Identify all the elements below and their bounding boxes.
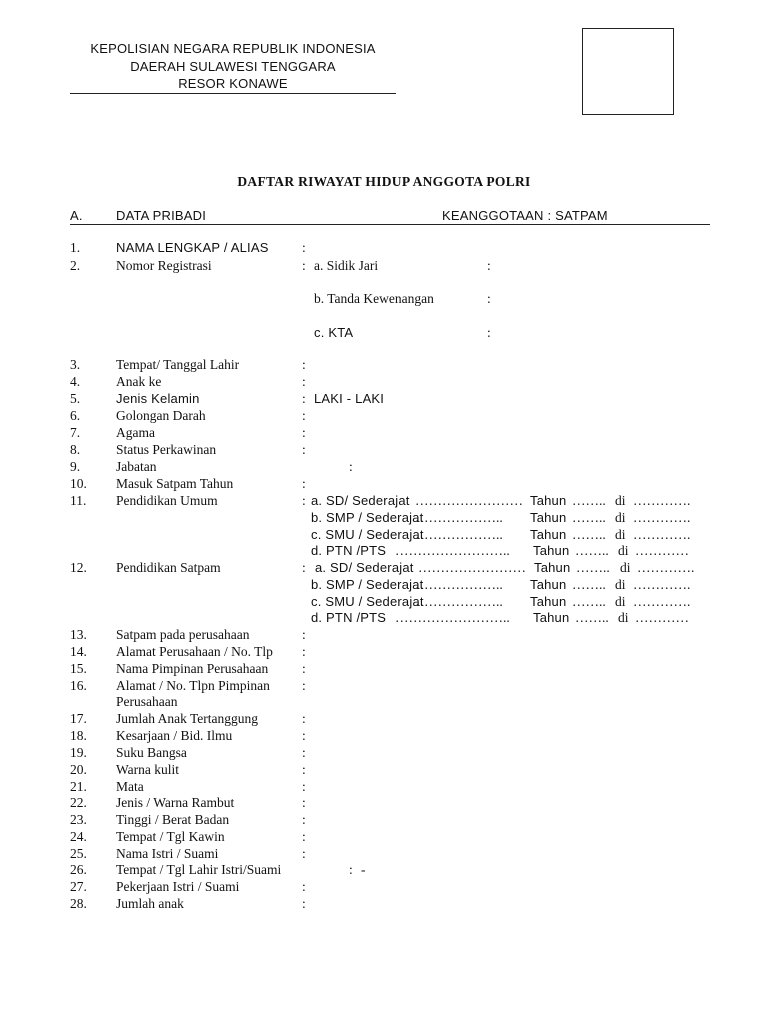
row-23-label: Tinggi / Berat Badan xyxy=(116,812,230,827)
edu-umum-c-dots1: ……………….. xyxy=(415,527,503,542)
edu-umum-a-tahun: Tahun xyxy=(530,493,567,508)
row-26-value: - xyxy=(361,862,366,877)
row-8-label: Status Perkawinan xyxy=(116,442,217,457)
edu-satpam-a-tahun: Tahun xyxy=(534,560,571,575)
edu-satpam-c-dots3: …………. xyxy=(633,594,691,609)
edu-umum-a-di: di xyxy=(615,493,626,508)
row-22-label: Jenis / Warna Rambut xyxy=(116,795,235,810)
edu-umum-c-tahun: Tahun xyxy=(530,527,567,542)
row-9-colon: : xyxy=(349,459,353,474)
row-17-colon: : xyxy=(302,711,306,726)
edu-umum-d-tahun: Tahun xyxy=(533,543,570,558)
edu-satpam-b-dots1: ……………….. xyxy=(415,577,503,592)
row-7-number: 7. xyxy=(70,425,81,440)
row-28-colon: : xyxy=(302,896,306,911)
edu-satpam-a-level: a. SD/ Sederajat xyxy=(315,560,414,575)
row-4-colon: : xyxy=(302,374,306,389)
edu-umum-d-di: di xyxy=(618,543,629,558)
section-label: DATA PRIBADI xyxy=(116,208,207,223)
row-6-number: 6. xyxy=(70,408,81,423)
edu-satpam-b-dots3: …………. xyxy=(633,577,691,592)
membership-label: KEANGGOTAAN : SATPAM xyxy=(442,208,608,223)
edu-umum-c-dots2: …….. xyxy=(572,527,606,542)
header-line-2: DAERAH SULAWESI TENGGARA xyxy=(130,58,336,74)
photo-box xyxy=(582,28,674,115)
header-institution xyxy=(70,40,396,93)
edu-satpam-c-level: c. SMU / Sederajat xyxy=(311,594,424,609)
edu-satpam-c-di: di xyxy=(615,594,626,609)
registrasi-b-colon: : xyxy=(487,291,491,306)
row-12-label: Pendidikan Satpam xyxy=(116,560,221,575)
row-3-colon: : xyxy=(302,357,306,372)
row-20-number: 20. xyxy=(70,762,87,777)
row-1-colon: : xyxy=(302,240,306,255)
row-17-label: Jumlah Anak Tertanggung xyxy=(116,711,259,726)
row-26-colon: : xyxy=(349,862,353,877)
row-23-number: 23. xyxy=(70,812,87,827)
registrasi-a-colon: : xyxy=(487,258,491,273)
row-19-colon: : xyxy=(302,745,306,760)
edu-umum-d-dots2: …….. xyxy=(575,543,609,558)
row-13-label: Satpam pada perusahaan xyxy=(116,627,250,642)
row-10-label: Masuk Satpam Tahun xyxy=(116,476,234,491)
edu-satpam-c-dots2: …….. xyxy=(572,594,606,609)
row-16-colon: : xyxy=(302,678,306,693)
row-4-number: 4. xyxy=(70,374,81,389)
edu-umum-b-tahun: Tahun xyxy=(530,510,567,525)
row-24-colon: : xyxy=(302,829,306,844)
row-24-label: Tempat / Tgl Kawin xyxy=(116,829,225,844)
registrasi-c-label: c. KTA xyxy=(314,325,354,340)
row-11-number: 11. xyxy=(70,493,87,508)
section-letter: A. xyxy=(70,208,83,223)
row-18-label: Kesarjaan / Bid. Ilmu xyxy=(116,728,233,743)
edu-satpam-d-dots2: …….. xyxy=(575,610,609,625)
row-5-number: 5. xyxy=(70,391,81,406)
row-19-label: Suku Bangsa xyxy=(116,745,187,760)
row-20-colon: : xyxy=(302,762,306,777)
row-12-number: 12. xyxy=(70,560,87,575)
row-2-label: Nomor Registrasi xyxy=(116,258,212,273)
row-11-label: Pendidikan Umum xyxy=(116,493,218,508)
edu-umum-b-di: di xyxy=(615,510,626,525)
row-7-colon: : xyxy=(302,425,306,440)
edu-umum-c-dots3: …………. xyxy=(633,527,691,542)
row-5-colon: : xyxy=(302,391,306,406)
row-15-label: Nama Pimpinan Perusahaan xyxy=(116,661,269,676)
row-15-number: 15. xyxy=(70,661,87,676)
row-10-number: 10. xyxy=(70,476,87,491)
edu-umum-a-dots3: …………. xyxy=(633,493,691,508)
row-3-number: 3. xyxy=(70,357,81,372)
edu-satpam-b-dots2: …….. xyxy=(572,577,606,592)
edu-umum-d-dots1: …………………….. xyxy=(395,543,510,558)
header-line-3: RESOR KONAWE xyxy=(178,76,288,91)
edu-satpam-b-di: di xyxy=(615,577,626,592)
edu-satpam-b-tahun: Tahun xyxy=(530,577,567,592)
edu-umum-a-dots2: …….. xyxy=(572,493,606,508)
edu-umum-d-level: d. PTN /PTS xyxy=(311,543,387,558)
section-underline xyxy=(70,224,710,225)
row-2-number: 2. xyxy=(70,258,81,273)
registrasi-b-label: b. Tanda Kewenangan xyxy=(314,291,434,306)
edu-satpam-a-dots1: …………………… xyxy=(418,560,526,575)
row-6-colon: : xyxy=(302,408,306,423)
document-title: DAFTAR RIWAYAT HIDUP ANGGOTA POLRI xyxy=(237,174,531,189)
edu-satpam-d-di: di xyxy=(618,610,629,625)
row-12-colon: : xyxy=(302,560,306,575)
row-21-label: Mata xyxy=(116,779,144,794)
edu-satpam-b-level: b. SMP / Sederajat xyxy=(311,577,424,592)
row-23-colon: : xyxy=(302,812,306,827)
row-27-number: 27. xyxy=(70,879,87,894)
edu-satpam-d-dots3: ………… xyxy=(635,610,689,625)
row-19-number: 19. xyxy=(70,745,87,760)
row-27-label: Pekerjaan Istri / Suami xyxy=(116,879,240,894)
registrasi-a-label: a. Sidik Jari xyxy=(314,258,379,273)
row-25-number: 25. xyxy=(70,846,87,861)
row-21-colon: : xyxy=(302,779,306,794)
row-5-label: Jenis Kelamin xyxy=(116,391,200,406)
edu-umum-b-dots3: …………. xyxy=(633,510,691,525)
row-13-number: 13. xyxy=(70,627,87,642)
edu-umum-c-di: di xyxy=(615,527,626,542)
edu-satpam-a-di: di xyxy=(620,560,631,575)
edu-satpam-d-level: d. PTN /PTS xyxy=(311,610,387,625)
row-18-number: 18. xyxy=(70,728,87,743)
row-20-label: Warna kulit xyxy=(116,762,180,777)
row-1-label: NAMA LENGKAP / ALIAS xyxy=(116,240,269,255)
edu-satpam-d-dots1: …………………….. xyxy=(395,610,510,625)
row-15-colon: : xyxy=(302,661,306,676)
row-9-number: 9. xyxy=(70,459,81,474)
row-5-value: LAKI - LAKI xyxy=(314,391,385,406)
edu-satpam-a-dots2: …….. xyxy=(576,560,610,575)
row-27-colon: : xyxy=(302,879,306,894)
row-4-label: Anak ke xyxy=(116,374,162,389)
edu-umum-b-dots2: …….. xyxy=(572,510,606,525)
row-25-colon: : xyxy=(302,846,306,861)
row-22-number: 22. xyxy=(70,795,87,810)
row-14-label: Alamat Perusahaan / No. Tlp xyxy=(116,644,273,659)
row-22-colon: : xyxy=(302,795,306,810)
edu-satpam-d-tahun: Tahun xyxy=(533,610,570,625)
header-line-1: KEPOLISIAN NEGARA REPUBLIK INDONESIA xyxy=(90,41,376,56)
row-6-label: Golongan Darah xyxy=(116,408,206,423)
row-24-number: 24. xyxy=(70,829,87,844)
header-underline xyxy=(70,93,396,94)
row-8-colon: : xyxy=(302,442,306,457)
edu-umum-a-level: a. SD/ Sederajat xyxy=(311,493,410,508)
row-21-number: 21. xyxy=(70,779,87,794)
row-7-label: Agama xyxy=(116,425,155,440)
row-28-label: Jumlah anak xyxy=(116,896,184,911)
row-16-label: Alamat / No. Tlpn Pimpinan xyxy=(116,678,270,693)
row-3-label: Tempat/ Tanggal Lahir xyxy=(116,357,240,372)
row-26-label: Tempat / Tgl Lahir Istri/Suami xyxy=(116,862,282,877)
row-26-number: 26. xyxy=(70,862,87,877)
row-17-number: 17. xyxy=(70,711,87,726)
edu-umum-d-dots3: ………… xyxy=(635,543,689,558)
edu-satpam-a-dots3: …………. xyxy=(637,560,695,575)
edu-satpam-c-tahun: Tahun xyxy=(530,594,567,609)
edu-umum-c-level: c. SMU / Sederajat xyxy=(311,527,424,542)
row-16-continuation: Perusahaan xyxy=(116,694,178,709)
row-9-label: Jabatan xyxy=(116,459,157,474)
row-11-colon: : xyxy=(302,493,306,508)
row-25-label: Nama Istri / Suami xyxy=(116,846,219,861)
row-1-number: 1. xyxy=(70,240,81,255)
edu-umum-a-dots1: …………………… xyxy=(415,493,523,508)
row-14-colon: : xyxy=(302,644,306,659)
row-14-number: 14. xyxy=(70,644,87,659)
row-13-colon: : xyxy=(302,627,306,642)
row-18-colon: : xyxy=(302,728,306,743)
row-28-number: 28. xyxy=(70,896,87,911)
row-2-colon: : xyxy=(302,258,306,273)
edu-umum-b-level: b. SMP / Sederajat xyxy=(311,510,424,525)
edu-satpam-c-dots1: ……………….. xyxy=(415,594,503,609)
row-8-number: 8. xyxy=(70,442,81,457)
row-16-number: 16. xyxy=(70,678,87,693)
edu-umum-b-dots1: ……………….. xyxy=(415,510,503,525)
registrasi-c-colon: : xyxy=(487,325,491,340)
row-10-colon: : xyxy=(302,476,306,491)
